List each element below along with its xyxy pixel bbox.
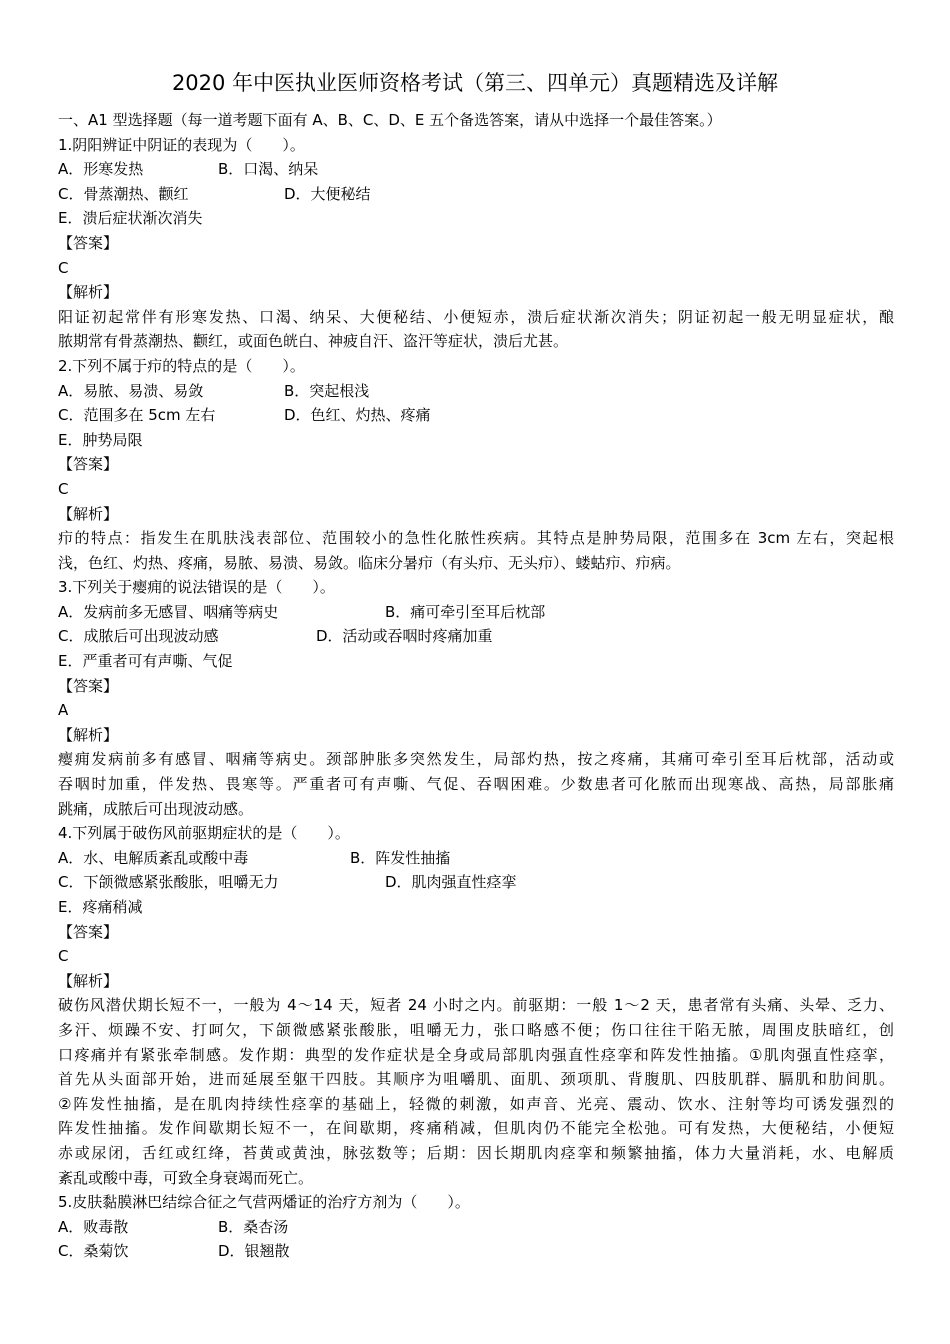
q4-option-a: A．水、电解质紊乱或酸中毒 — [58, 848, 249, 867]
q2-option-d: D．色红、灼热、疼痛 — [284, 406, 431, 425]
q3-stem: 3.下列关于瘿痈的说法错误的是（ ）。 — [58, 578, 335, 597]
q5-options-ab — [58, 1215, 894, 1240]
q1-stem: 1.阴阳辨证中阴证的表现为（ ）。 — [58, 135, 305, 154]
q3-answer-label: 【答案】 — [58, 676, 119, 695]
q4-analysis-line: 首先从头面部开始，进而延展至躯干四肢。其顺序为咀嚼肌、面肌、颈项肌、背腹肌、四肢肌群、膈肌和肋间肌。 — [58, 1070, 894, 1089]
q1-answer: C — [58, 258, 69, 277]
q5-option-a: A．败毒散 — [58, 1217, 129, 1236]
q1-options-ab — [58, 157, 894, 182]
q4-analysis-label: 【解析】 — [58, 971, 119, 990]
q2-options-cd — [58, 403, 894, 428]
q2-answer: C — [58, 479, 69, 498]
q3-analysis-line: 吞咽时加重，伴发热、畏寒等。严重者可有声嘶、气促、吞咽困难。少数患者可化脓而出现寒战、高热，局部胀痛 — [58, 775, 894, 794]
q4-options-ab — [58, 846, 894, 871]
q4-analysis-line: 赤或尿闭，舌红或红绛，苔黄或黄浊，脉弦数等；后期：因长期肌肉痉挛和频繁抽搐，体力大量消耗，水、电解质 — [58, 1143, 894, 1162]
q5-option-b: B．桑杏汤 — [218, 1217, 289, 1236]
q1-answer-label: 【答案】 — [58, 233, 119, 252]
q3-analysis-line: 跳痛，成脓后可出现波动感。 — [58, 799, 254, 818]
q4-analysis-line: 多汗、烦躁不安、打呵欠，下颌微感紧张酸胀，咀嚼无力，张口略感不便；伤口往往干陷无脓，周围皮肤暗红，创 — [58, 1020, 894, 1039]
q4-options-cd — [58, 870, 894, 895]
q4-analysis-line: 口疼痛并有紧张牵制感。发作期：典型的发作症状是全身或局部肌肉强直性痉挛和阵发性抽搐。①肌肉强直性痉挛， — [58, 1045, 894, 1064]
q2-stem: 2.下列不属于疖的特点的是（ ）。 — [58, 356, 305, 375]
q1-option-a: A．形寒发热 — [58, 160, 144, 179]
q3-analysis-label: 【解析】 — [58, 725, 119, 744]
q4-analysis-line: 破伤风潜伏期长短不一，一般为 4～14 天，短者 24 小时之内。前驱期：一般 1～2 天，患者常有头痛、头晕、乏力、 — [58, 996, 894, 1015]
q1-option-c: C．骨蒸潮热、颧红 — [58, 184, 189, 203]
q4-analysis-line: 紊乱或酸中毒，可致全身衰竭而死亡。 — [58, 1168, 314, 1187]
q3-answer: A — [58, 701, 69, 720]
q2-options-ab — [58, 379, 894, 404]
q4-option-c: C．下颌微感紧张酸胀，咀嚼无力 — [58, 873, 279, 892]
q3-option-a: A．发病前多无感冒、咽痛等病史 — [58, 602, 279, 621]
q4-option-e: E．疼痛稍减 — [58, 898, 143, 916]
q2-analysis-line: 浅，色红、灼热、疼痛，易脓、易溃、易敛。临床分暑疖（有头疖、无头疖）、蝼蛄疖、疖病。 — [58, 553, 681, 572]
q2-option-a: A．易脓、易溃、易敛 — [58, 381, 204, 400]
q4-analysis-line: 阵发性抽搐。发作间歇期长短不一，在间歇期，疼痛稍减，但肌肉仍不能完全松弛。可有发热，大便秘结，小便短 — [58, 1119, 894, 1138]
q4-stem: 4.下列属于破伤风前驱期症状的是（ ）。 — [58, 824, 350, 843]
section-heading: 一、A1 型选择题（每一道考题下面有 A、B、C、D、E 五个备选答案，请从中选择一个最佳答案。） — [58, 111, 722, 129]
q1-option-e: E．溃后症状渐次消失 — [58, 209, 203, 228]
q5-stem: 5.皮肤黏膜淋巴结综合征之气营两燔证的治疗方剂为（ ）。 — [58, 1193, 470, 1212]
q4-analysis-line: ②阵发性抽搐，是在肌肉持续性痉挛的基础上，轻微的刺激，如声音、光亮、震动、饮水、注射等均可诱发强烈的 — [58, 1094, 894, 1113]
q2-analysis-line: 疖的特点：指发生在肌肤浅表部位、范围较小的急性化脓性疾病。其特点是肿势局限，范围多在 3cm 左右，突起根 — [58, 529, 894, 548]
q3-option-c: C．成脓后可出现波动感 — [58, 627, 219, 646]
q4-option-b: B．阵发性抽搐 — [350, 848, 451, 867]
q2-option-b: B．突起根浅 — [284, 381, 370, 400]
q3-options-ab — [58, 600, 894, 625]
q3-option-e: E．严重者可有声嘶、气促 — [58, 652, 233, 671]
q4-option-d: D．肌肉强直性痉挛 — [385, 873, 517, 892]
q5-option-c: C．桑菊饮 — [58, 1242, 129, 1261]
q2-option-c: C．范围多在 5cm 左右 — [58, 406, 216, 425]
q1-analysis-line: 阳证初起常伴有形寒发热、口渴、纳呆、大便秘结、小便短赤，溃后症状渐次消失；阴证初起一般无明显症状，酿 — [58, 307, 894, 326]
question-list — [58, 108, 894, 1264]
q3-options-cd — [58, 624, 894, 649]
q1-analysis-line: 脓期常有骨蒸潮热、颧红，或面色㿠白、神疲自汗、盗汗等症状，溃后尤甚。 — [58, 332, 569, 351]
q5-options-cd — [58, 1239, 894, 1264]
q2-option-e: E．肿势局限 — [58, 430, 143, 449]
q2-analysis-label: 【解析】 — [58, 504, 119, 523]
q3-option-d: D．活动或吞咽时疼痛加重 — [316, 627, 493, 646]
q1-options-cd — [58, 182, 894, 207]
document-title: 2020 年中医执业医师资格考试（第三、四单元）真题精选及详解 — [171, 71, 779, 95]
q1-option-d: D．大便秘结 — [284, 184, 371, 203]
q5-option-d: D．银翘散 — [218, 1242, 290, 1261]
q3-analysis-line: 瘿痈发病前多有感冒、咽痛等病史。颈部肿胀多突然发生，局部灼热，按之疼痛，其痛可牵引至耳后枕部，活动或 — [58, 750, 894, 769]
q4-answer: C — [58, 947, 69, 966]
q2-answer-label: 【答案】 — [58, 455, 119, 474]
q1-analysis-label: 【解析】 — [58, 283, 119, 302]
q4-answer-label: 【答案】 — [58, 922, 119, 941]
q3-option-b: B．痛可牵引至耳后枕部 — [385, 602, 546, 621]
q1-option-b: B．口渴、纳呆 — [218, 160, 319, 179]
